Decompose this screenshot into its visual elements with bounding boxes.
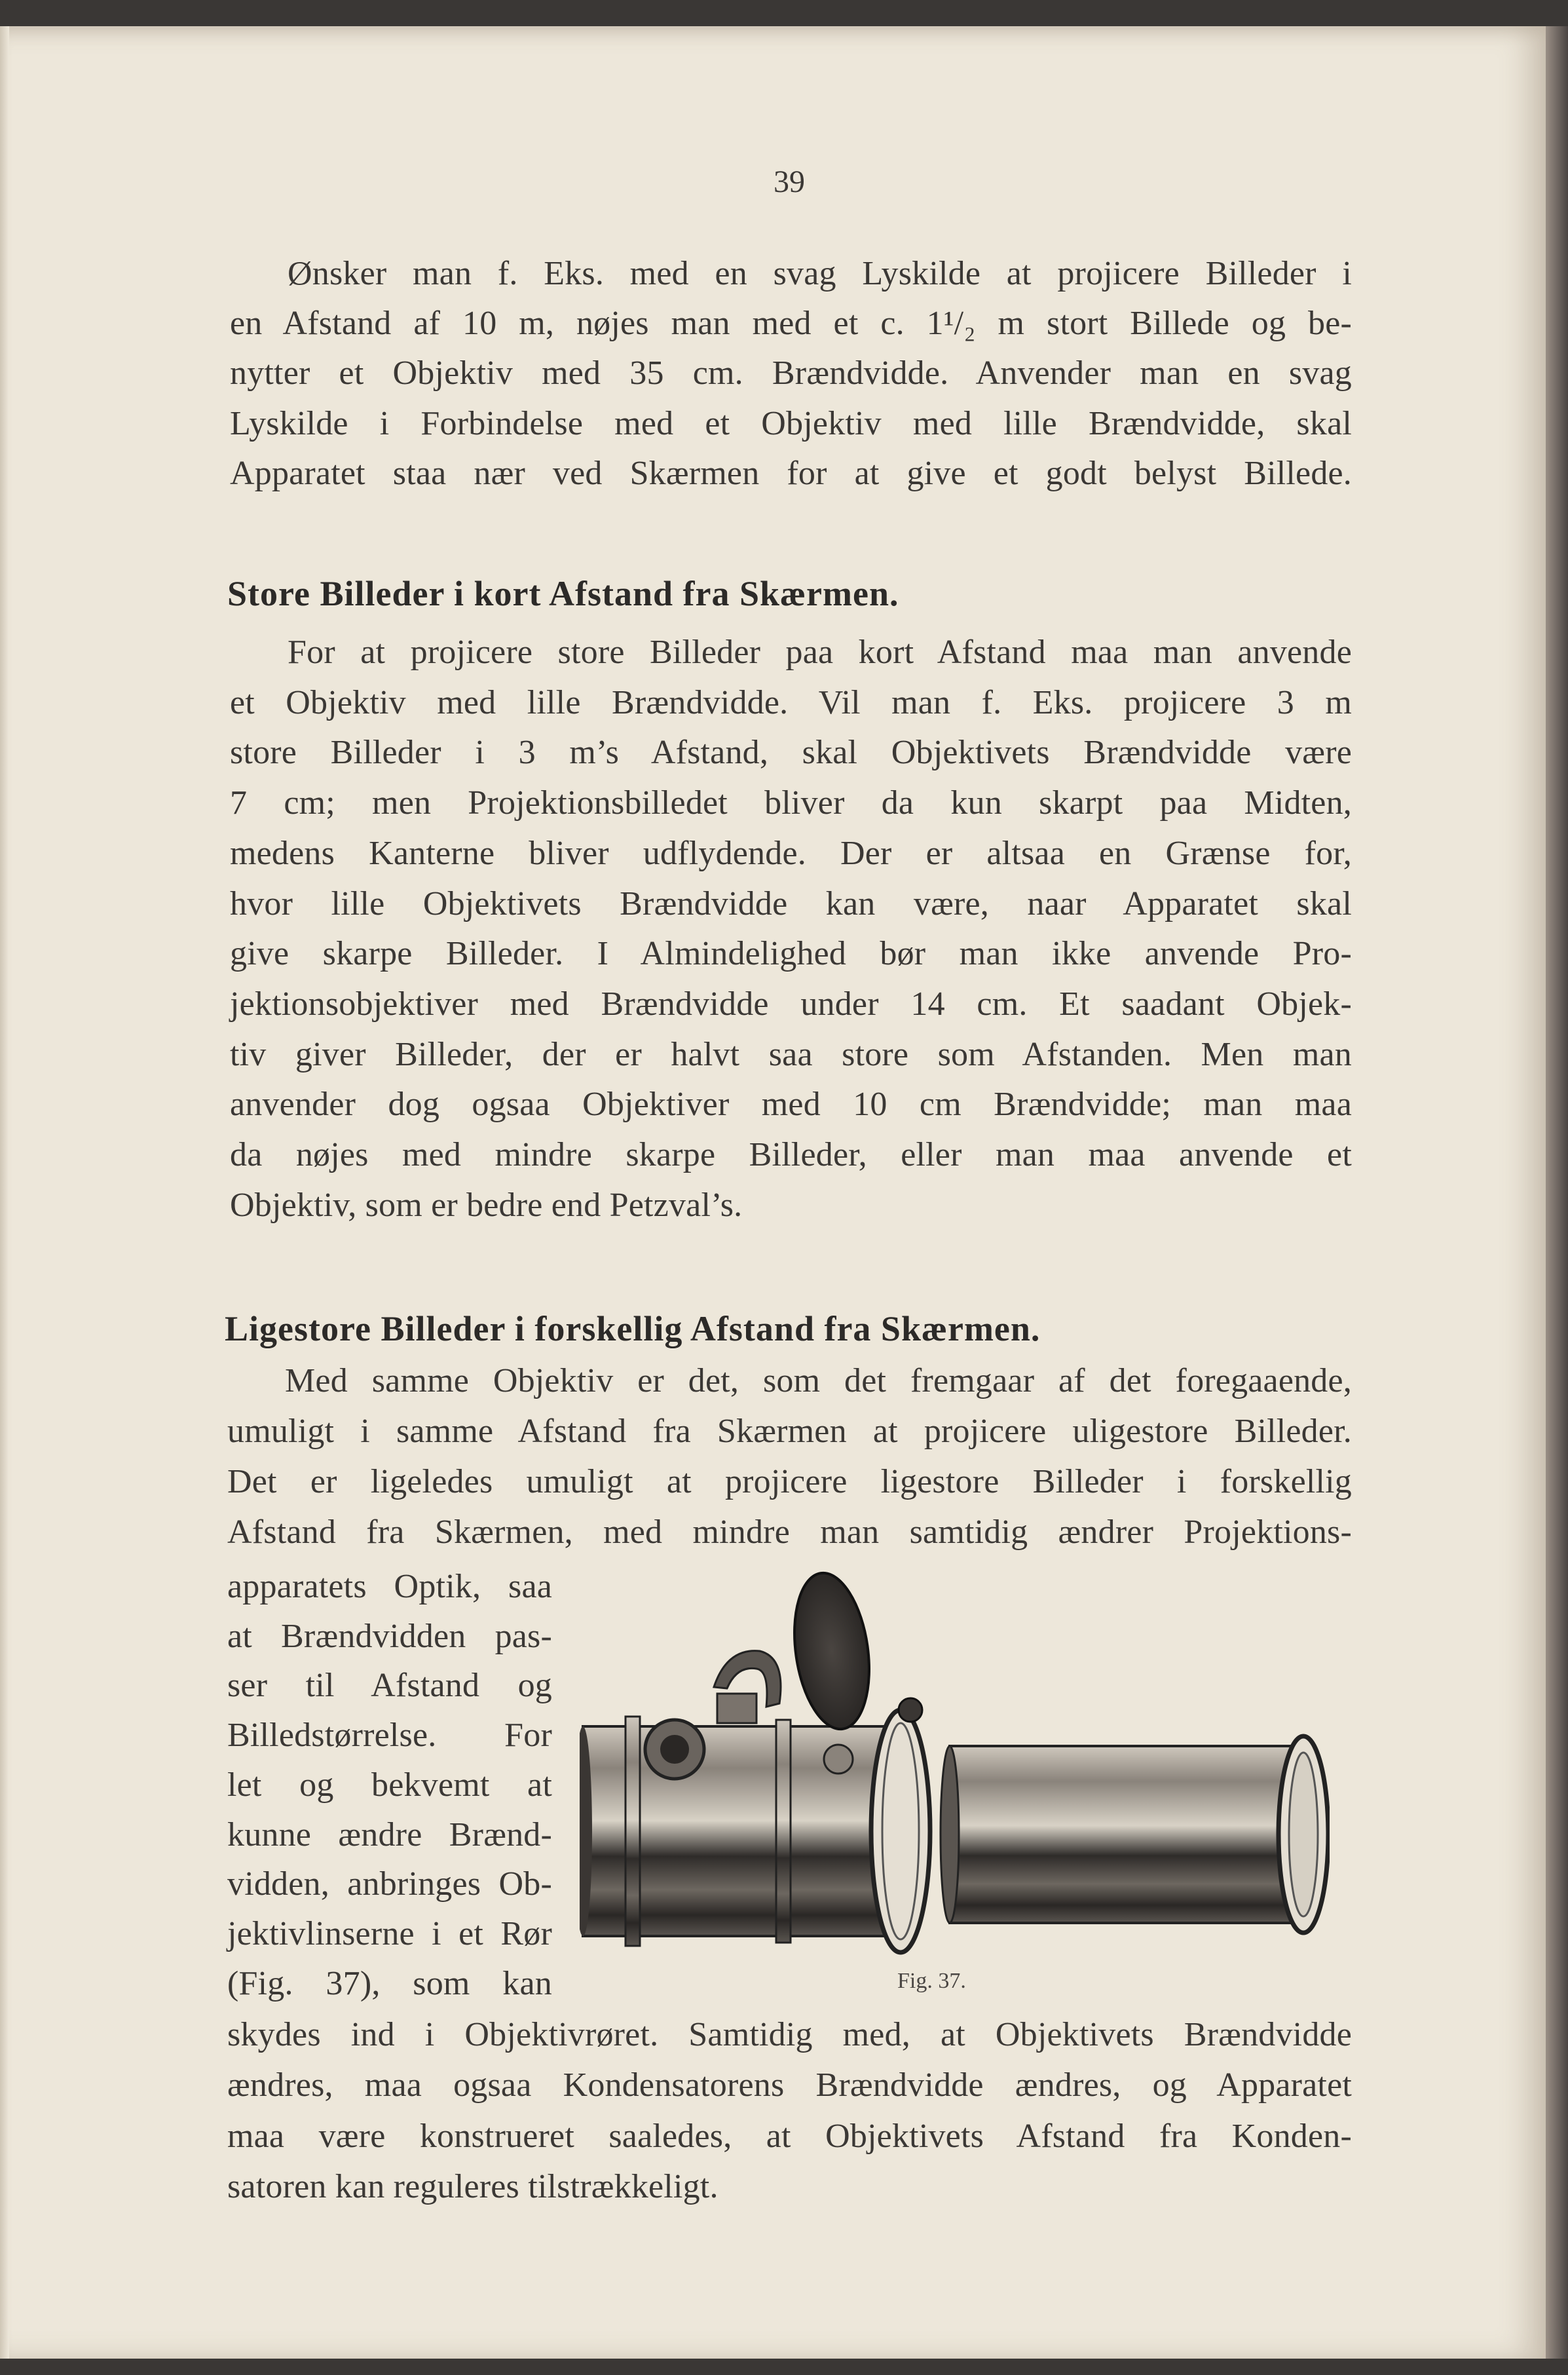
text-line: apparatets Optik, saa bbox=[227, 1568, 552, 1605]
text-line: hvor lille Objektivets Brændvidde kan være, naar Apparatet skal bbox=[230, 884, 1352, 922]
text-line: 7 cm; men Projektionsbilledet bliver da kun skarpt paa Midten, bbox=[230, 784, 1352, 822]
text-line: anvender dog ogsaa Objektiver med 10 cm Brændvidde; man maa bbox=[230, 1086, 1352, 1124]
text-line: jektionsobjektiver med Brændvidde under 14 cm. Et saadant Objek- bbox=[230, 985, 1352, 1023]
text-line: et Objektiv med lille Brændvidde. Vil man f. Eks. projicere 3 m bbox=[230, 683, 1352, 721]
text-line: medens Kanterne bliver udflydende. Der er altsaa en Grænse for, bbox=[230, 834, 1352, 872]
page-number: 39 bbox=[774, 164, 805, 199]
text-line: maa være konstrueret saaledes, at Objektivets Afstand fra Konden- bbox=[227, 2117, 1352, 2155]
text-line: kunne ændre Brænd- bbox=[227, 1815, 552, 1853]
figure-caption: Fig. 37. bbox=[897, 1969, 966, 1993]
text-line: ændres, maa ogsaa Kondensatorens Brændvidde ændres, og Apparatet bbox=[227, 2066, 1352, 2104]
left-tube bbox=[580, 1569, 930, 1952]
text-line: Afstand fra Skærmen, med mindre man samtidig ændrer Projektions- bbox=[227, 1513, 1352, 1551]
text-line: tiv giver Billeder, der er halvt saa store som Afstanden. Men man bbox=[230, 1035, 1352, 1073]
figure-37-objective-tubes bbox=[580, 1569, 1330, 1966]
text-line: Billedstørrelse. For bbox=[227, 1717, 552, 1755]
text-line: Lyskilde i Forbindelse med et Objektiv med lille Brændvidde, skal bbox=[230, 404, 1352, 442]
text-line: let og bekvemt at bbox=[227, 1766, 552, 1804]
text-line: For at projicere store Billeder paa kort Afstand maa man anvende bbox=[288, 634, 1352, 671]
text-line: Det er ligeledes umuligt at projicere ligestore Billeder i forskellig bbox=[227, 1463, 1352, 1500]
section-heading-2: Ligestore Billeder i forskellig Afstand fra Skærmen. bbox=[225, 1309, 1041, 1348]
right-tube bbox=[941, 1736, 1328, 1933]
text-line: ser til Afstand og bbox=[227, 1667, 552, 1705]
text-line: Ønsker man f. Eks. med en svag Lyskilde at projicere Billeder i bbox=[288, 255, 1352, 292]
text-line: give skarpe Billeder. I Almindelighed bør man ikke anvende Pro- bbox=[230, 935, 1352, 973]
text-line: skydes ind i Objektivrøret. Samtidig med, at Objektivets Brændvidde bbox=[227, 2016, 1352, 2053]
text-line: nytter et Objektiv med 35 cm. Brændvidde. Anvender man en svag bbox=[230, 354, 1352, 392]
section-heading-1: Store Billeder i kort Afstand fra Skærmen. bbox=[227, 574, 899, 613]
text-line: vidden, anbringes Ob- bbox=[227, 1865, 552, 1903]
text-line: umuligt i samme Afstand fra Skærmen at projicere uligestore Billeder. bbox=[227, 1413, 1352, 1450]
text-line: Objektiv, som er bedre end Petzval’s. bbox=[230, 1186, 743, 1224]
text-line: satoren kan reguleres tilstrækkeligt. bbox=[227, 2167, 719, 2205]
text-line: en Afstand af 10 m, nøjes man med et c. 1¹/₂ m stort Billede og be- bbox=[230, 305, 1352, 343]
text-line: da nøjes med mindre skarpe Billeder, eller man maa anvende et bbox=[230, 1136, 1352, 1173]
page-gutter bbox=[0, 26, 9, 2359]
text-line: (Fig. 37), som kan bbox=[227, 1964, 552, 2002]
text-line: at Brændvidden pas- bbox=[227, 1617, 552, 1655]
text-line: Med samme Objektiv er det, som det fremgaar af det foregaaende, bbox=[285, 1362, 1352, 1399]
text-line: Apparatet staa nær ved Skærmen for at give et godt belyst Billede. bbox=[230, 454, 1352, 492]
page-edge bbox=[1546, 26, 1568, 2359]
text-line: store Billeder i 3 m’s Afstand, skal Objektivets Brændvidde være bbox=[230, 734, 1352, 772]
text-line: jektivlinserne i et Rør bbox=[227, 1914, 552, 1952]
